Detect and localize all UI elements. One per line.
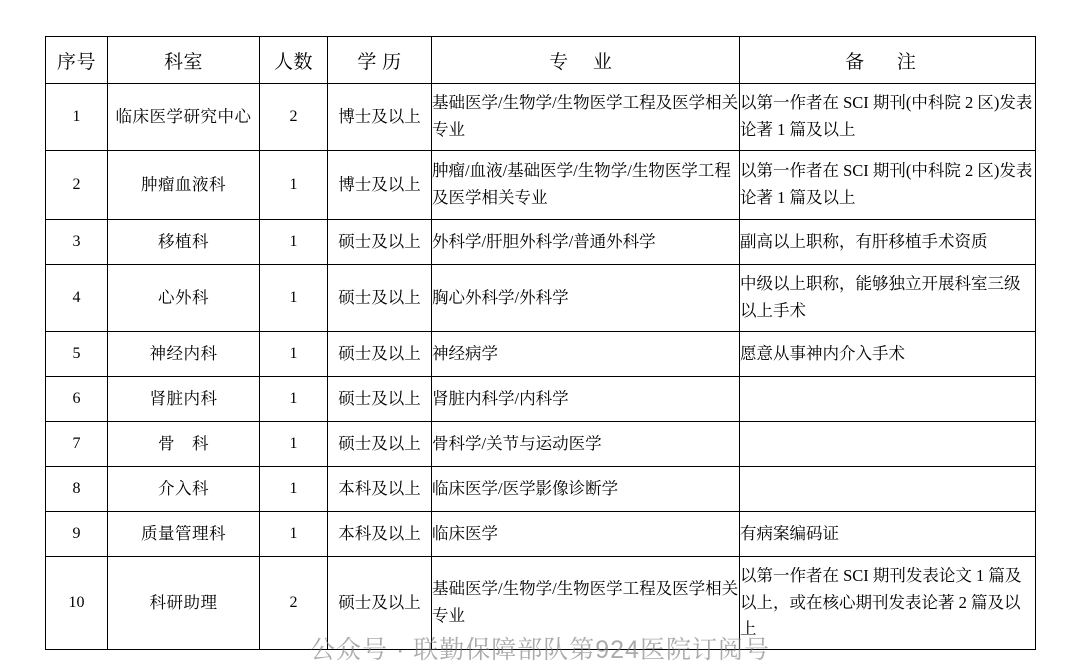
cell-department: 介入科 [108,467,260,512]
cell-major: 外科学/肝胆外科学/普通外科学 [432,220,740,265]
table-row [46,377,1036,422]
cell-department: 神经内科 [108,332,260,377]
cell-count: 1 [260,422,328,467]
cell-education: 硕士及以上 [328,332,432,377]
cell-major: 临床医学/医学影像诊断学 [432,467,740,512]
table-row [46,151,1036,220]
cell-count: 1 [260,467,328,512]
cell-no: 9 [46,512,108,557]
recruitment-table [45,36,1036,650]
table-row [46,220,1036,265]
watermark-text: 公众号 · 联勤保障部队第924医院订阅号 [310,636,770,664]
table-row [46,557,1036,650]
table-row [46,84,1036,151]
cell-major: 骨科学/关节与运动医学 [432,422,740,467]
cell-count: 1 [260,220,328,265]
column-header-no: 序号 [46,37,108,84]
cell-education: 硕士及以上 [328,265,432,332]
column-header-major: 专 业 [432,37,740,84]
table-body [46,84,1036,650]
cell-major: 肾脏内科学/内科学 [432,377,740,422]
table-header [46,37,1036,84]
cell-major: 神经病学 [432,332,740,377]
cell-department: 移植科 [108,220,260,265]
cell-no: 4 [46,265,108,332]
table-row [46,332,1036,377]
table-row [46,512,1036,557]
cell-education: 硕士及以上 [328,557,432,650]
cell-no: 10 [46,557,108,650]
column-header-education: 学 历 [328,37,432,84]
cell-department: 骨 科 [108,422,260,467]
table-row [46,422,1036,467]
recruitment-table-container [45,36,1035,650]
cell-remark [740,377,1036,422]
cell-no: 1 [46,84,108,151]
cell-no: 8 [46,467,108,512]
cell-department: 临床医学研究中心 [108,84,260,151]
cell-no: 6 [46,377,108,422]
table-header-row [46,37,1036,84]
cell-major: 基础医学/生物学/生物医学工程及医学相关专业 [432,84,740,151]
cell-department: 心外科 [108,265,260,332]
cell-no: 3 [46,220,108,265]
cell-count: 2 [260,557,328,650]
column-header-count: 人数 [260,37,328,84]
cell-remark: 以第一作者在 SCI 期刊(中科院 2 区)发表论著 1 篇及以上 [740,84,1036,151]
cell-remark: 副高以上职称，有肝移植手术资质 [740,220,1036,265]
cell-remark: 有病案编码证 [740,512,1036,557]
cell-education: 硕士及以上 [328,422,432,467]
cell-remark [740,422,1036,467]
cell-department: 科研助理 [108,557,260,650]
cell-major: 胸心外科学/外科学 [432,265,740,332]
cell-count: 1 [260,332,328,377]
cell-no: 5 [46,332,108,377]
cell-education: 本科及以上 [328,512,432,557]
cell-count: 1 [260,512,328,557]
cell-remark [740,467,1036,512]
cell-education: 博士及以上 [328,84,432,151]
cell-count: 1 [260,377,328,422]
cell-major: 肿瘤/血液/基础医学/生物学/生物医学工程及医学相关专业 [432,151,740,220]
cell-remark: 中级以上职称，能够独立开展科室三级以上手术 [740,265,1036,332]
table-row [46,467,1036,512]
cell-remark: 以第一作者在 SCI 期刊发表论文 1 篇及以上，或在核心期刊发表论著 2 篇及以上 [740,557,1036,650]
table-row [46,265,1036,332]
cell-no: 7 [46,422,108,467]
cell-count: 1 [260,151,328,220]
cell-department: 肾脏内科 [108,377,260,422]
cell-education: 本科及以上 [328,467,432,512]
cell-major: 临床医学 [432,512,740,557]
cell-education: 博士及以上 [328,151,432,220]
cell-count: 2 [260,84,328,151]
cell-education: 硕士及以上 [328,377,432,422]
cell-department: 肿瘤血液科 [108,151,260,220]
column-header-remark: 备 注 [740,37,1036,84]
cell-education: 硕士及以上 [328,220,432,265]
cell-department: 质量管理科 [108,512,260,557]
cell-major: 基础医学/生物学/生物医学工程及医学相关专业 [432,557,740,650]
cell-no: 2 [46,151,108,220]
cell-remark: 愿意从事神内介入手术 [740,332,1036,377]
column-header-department: 科室 [108,37,260,84]
cell-count: 1 [260,265,328,332]
cell-remark: 以第一作者在 SCI 期刊(中科院 2 区)发表论著 1 篇及以上 [740,151,1036,220]
